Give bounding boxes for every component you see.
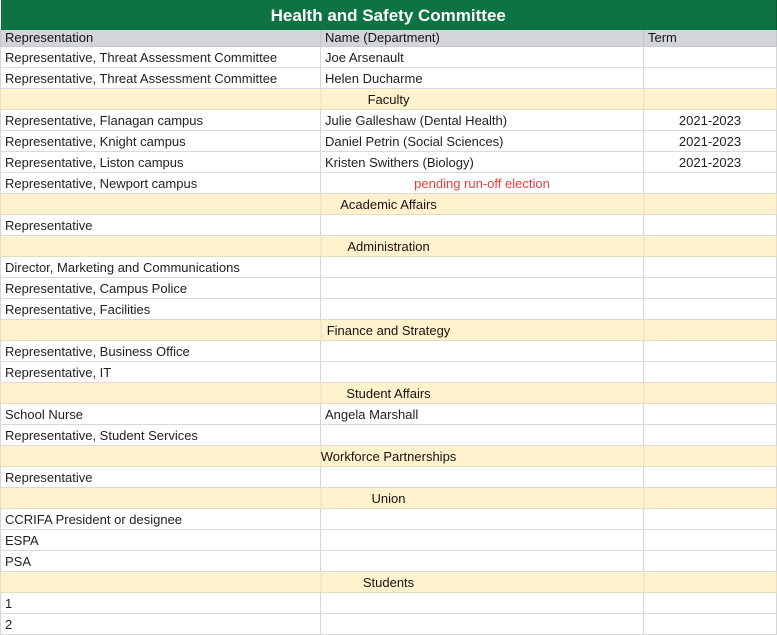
cell-name[interactable]: Joe Arsenault	[321, 47, 644, 68]
cell-term[interactable]	[644, 173, 777, 194]
cell-name[interactable]	[321, 530, 644, 551]
section-header-finance-and-strategy[interactable]: Finance and Strategy	[1, 320, 777, 341]
section-row	[1, 89, 777, 110]
cell-name[interactable]: pending run-off election	[321, 173, 644, 194]
cell-name[interactable]	[321, 299, 644, 320]
cell-representation[interactable]: Representative, IT	[1, 362, 321, 383]
cell-representation[interactable]: Representative, Liston campus	[1, 152, 321, 173]
cell-representation[interactable]: PSA	[1, 551, 321, 572]
table-row	[1, 278, 777, 299]
cell-representation[interactable]: Representative, Threat Assessment Committee	[1, 68, 321, 89]
table-row	[1, 467, 777, 488]
cell-name[interactable]: Angela Marshall	[321, 404, 644, 425]
table-row	[1, 509, 777, 530]
cell-term[interactable]	[644, 278, 777, 299]
table-row	[1, 530, 777, 551]
cell-term[interactable]	[644, 467, 777, 488]
cell-term[interactable]	[644, 257, 777, 278]
section-header-academic-affairs[interactable]: Academic Affairs	[1, 194, 777, 215]
table-row	[1, 110, 777, 131]
cell-term[interactable]: 2021-2023	[644, 110, 777, 131]
cell-name[interactable]	[321, 278, 644, 299]
cell-representation[interactable]: Representative, Student Services	[1, 425, 321, 446]
section-header-students[interactable]: Students	[1, 572, 777, 593]
cell-term[interactable]	[644, 530, 777, 551]
section-row	[1, 572, 777, 593]
cell-name[interactable]: Helen Ducharme	[321, 68, 644, 89]
cell-representation[interactable]: Representative, Threat Assessment Committee	[1, 47, 321, 68]
section-header-student-affairs[interactable]: Student Affairs	[1, 383, 777, 404]
page-title[interactable]: Health and Safety Committee	[1, 0, 777, 30]
cell-term[interactable]	[644, 299, 777, 320]
cell-representation[interactable]: CCRIFA President or designee	[1, 509, 321, 530]
cell-representation[interactable]: Representative, Business Office	[1, 341, 321, 362]
cell-term[interactable]	[644, 404, 777, 425]
cell-representation[interactable]: Representative, Campus Police	[1, 278, 321, 299]
cell-name[interactable]	[321, 362, 644, 383]
cell-name[interactable]	[321, 341, 644, 362]
cell-representation[interactable]: Representative, Flanagan campus	[1, 110, 321, 131]
table-row	[1, 593, 777, 614]
section-row	[1, 320, 777, 341]
cell-term[interactable]	[644, 614, 777, 635]
cell-term[interactable]	[644, 68, 777, 89]
section-header-administration[interactable]: Administration	[1, 236, 777, 257]
table-row	[1, 215, 777, 236]
column-header-row	[1, 30, 777, 47]
table-row	[1, 131, 777, 152]
section-row	[1, 488, 777, 509]
table-row	[1, 614, 777, 635]
cell-name[interactable]	[321, 257, 644, 278]
table-row	[1, 152, 777, 173]
cell-representation[interactable]: Representative, Knight campus	[1, 131, 321, 152]
cell-representation[interactable]: Director, Marketing and Communications	[1, 257, 321, 278]
table-row	[1, 257, 777, 278]
table-row	[1, 404, 777, 425]
cell-name[interactable]	[321, 551, 644, 572]
table-row	[1, 68, 777, 89]
cell-name[interactable]	[321, 425, 644, 446]
section-row	[1, 383, 777, 404]
cell-term[interactable]	[644, 593, 777, 614]
column-header-representation[interactable]: Representation	[1, 30, 321, 47]
cell-representation[interactable]: Representative, Newport campus	[1, 173, 321, 194]
table-row	[1, 551, 777, 572]
cell-term[interactable]	[644, 425, 777, 446]
cell-name[interactable]	[321, 467, 644, 488]
section-row	[1, 236, 777, 257]
cell-representation[interactable]: Representative	[1, 215, 321, 236]
cell-term[interactable]	[644, 215, 777, 236]
cell-representation[interactable]: School Nurse	[1, 404, 321, 425]
section-header-union[interactable]: Union	[1, 488, 777, 509]
cell-term[interactable]: 2021-2023	[644, 131, 777, 152]
title-row	[1, 0, 777, 30]
column-header-name-department[interactable]: Name (Department)	[321, 30, 644, 47]
cell-term[interactable]	[644, 341, 777, 362]
cell-term[interactable]	[644, 362, 777, 383]
section-row	[1, 446, 777, 467]
section-header-workforce-partnerships[interactable]: Workforce Partnerships	[1, 446, 777, 467]
table-row	[1, 341, 777, 362]
cell-term[interactable]: 2021-2023	[644, 152, 777, 173]
cell-name[interactable]	[321, 593, 644, 614]
column-header-term[interactable]: Term	[644, 30, 777, 47]
cell-representation[interactable]: 1	[1, 593, 321, 614]
cell-representation[interactable]: Representative	[1, 467, 321, 488]
table-row	[1, 47, 777, 68]
cell-name[interactable]: Julie Galleshaw (Dental Health)	[321, 110, 644, 131]
table-row	[1, 173, 777, 194]
section-row	[1, 194, 777, 215]
table-row	[1, 299, 777, 320]
cell-representation[interactable]: ESPA	[1, 530, 321, 551]
cell-term[interactable]	[644, 509, 777, 530]
cell-name[interactable]: Daniel Petrin (Social Sciences)	[321, 131, 644, 152]
cell-term[interactable]	[644, 551, 777, 572]
table-row	[1, 362, 777, 383]
cell-representation[interactable]: Representative, Facilities	[1, 299, 321, 320]
cell-name[interactable]	[321, 614, 644, 635]
cell-name[interactable]	[321, 215, 644, 236]
cell-name[interactable]	[321, 509, 644, 530]
cell-name[interactable]: Kristen Swithers (Biology)	[321, 152, 644, 173]
cell-term[interactable]	[644, 47, 777, 68]
cell-representation[interactable]: 2	[1, 614, 321, 635]
section-header-faculty[interactable]: Faculty	[1, 89, 777, 110]
table-row	[1, 425, 777, 446]
